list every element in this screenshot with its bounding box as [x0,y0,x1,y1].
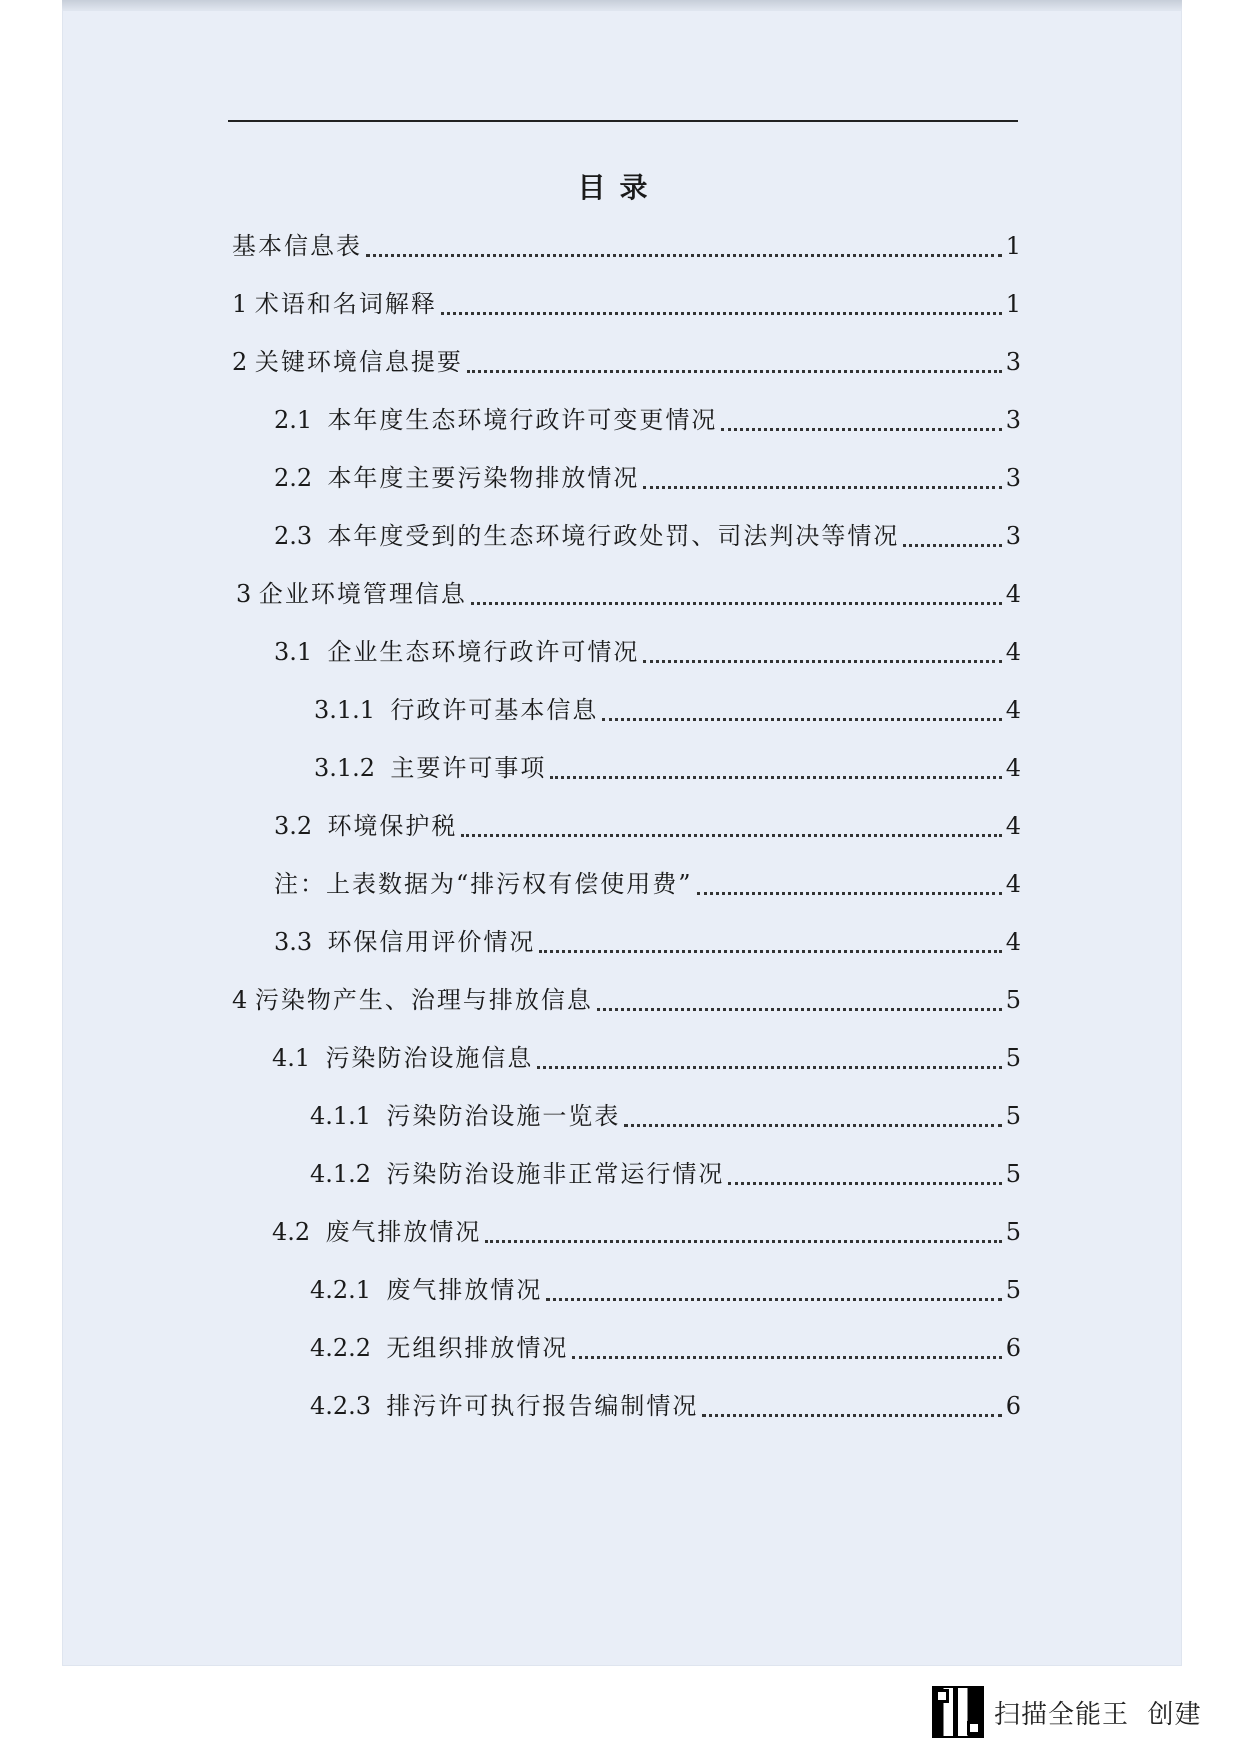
toc-leader-dots [461,834,1001,837]
toc-entry-text: 本年度主要污染物排放情况 [327,464,640,492]
toc-entry-number: 2.2 [274,464,328,492]
toc-entry-page: 5 [1005,986,1021,1014]
toc-entry-page: 4 [1005,580,1021,608]
toc-entry[interactable] [274,458,1021,498]
toc-entry-page: 4 [1005,696,1021,724]
toc-leader-dots [702,1414,1001,1417]
toc-entry-text: 行政许可基本信息 [390,696,599,724]
toc-entry-number: 4.2.3 [310,1392,387,1420]
toc-entry[interactable] [274,516,1021,556]
toc-entry-page: 6 [1005,1334,1021,1362]
toc-entry-text: 环保信用评价情况 [327,928,536,956]
toc-entry-page: 4 [1005,870,1021,898]
toc-entry-text: 本年度生态环境行政许可变更情况 [327,406,718,434]
toc-entry-page: 3 [1005,522,1021,550]
toc-entry-text: 污染防治设施一览表 [386,1102,621,1130]
toc-entry-number: 4.2.2 [310,1334,387,1362]
toc-entry-text: 环境保护税 [327,812,458,840]
toc-entry-number: 4.1 [272,1044,326,1072]
toc-entry-text: 基本信息表 [232,232,362,260]
toc-entry-text: 主要许可事项 [390,754,547,782]
toc-entry-number: 1 [232,290,255,318]
toc-entry[interactable] [310,1154,1021,1194]
toc-leader-dots [467,370,1002,373]
toc-entry-page: 4 [1005,754,1021,782]
toc-entry-page: 4 [1005,928,1021,956]
toc-entry-text: 废气排放情况 [325,1218,482,1246]
toc-entry-number: 2 [232,348,255,376]
toc-entry-page: 4 [1005,812,1021,840]
qr-code-icon [932,1686,984,1738]
toc-entry[interactable] [274,632,1021,672]
toc-entry-page: 6 [1005,1392,1021,1420]
header-rule [228,120,1018,122]
toc-entry-text: 无组织排放情况 [386,1334,569,1362]
toc-entry-text: 关键环境信息提要 [254,348,463,376]
toc-entry-number: 3.2 [274,812,328,840]
toc-leader-dots [572,1356,1001,1359]
toc-entry[interactable] [232,980,1021,1020]
toc-entry-number: 4.2 [272,1218,326,1246]
toc-entry[interactable] [232,342,1021,382]
toc-leader-dots [471,602,1002,605]
toc-leader-dots [697,892,1002,895]
toc-entry-page: 3 [1005,406,1021,434]
toc-leader-dots [643,660,1001,663]
toc-leader-dots [366,254,1002,257]
toc-entry-number: 3.1.2 [314,754,391,782]
toc-leader-dots [546,1298,1001,1301]
toc-leader-dots [597,1008,1002,1011]
toc-entry-page: 5 [1005,1102,1021,1130]
toc-entry-text: 排污许可执行报告编制情况 [386,1392,699,1420]
toc-leader-dots [539,950,1001,953]
toc-entry-number: 4.1.2 [310,1160,387,1188]
toc-entry[interactable] [310,1096,1021,1136]
toc-entry-page: 3 [1005,348,1021,376]
toc-entry-text: 污染防治设施非正常运行情况 [386,1160,725,1188]
toc-leader-dots [624,1124,1001,1127]
toc-leader-dots [643,486,1001,489]
toc-entry[interactable] [274,922,1021,962]
toc-entry[interactable] [274,400,1021,440]
toc-entry-text: 废气排放情况 [386,1276,543,1304]
toc-entry[interactable] [310,1270,1021,1310]
toc-entry-page: 5 [1005,1276,1021,1304]
toc-entry-number: 3 [236,580,259,608]
toc-entry[interactable] [314,748,1021,788]
toc-entry-text: 企业生态环境行政许可情况 [327,638,640,666]
toc-entry-text: 企业环境管理信息 [258,580,467,608]
toc-entry-page: 3 [1005,464,1021,492]
watermark-text: 扫描全能王 创建 [994,1699,1202,1730]
toc-entry-page: 5 [1005,1218,1021,1246]
toc-entry-page: 5 [1005,1160,1021,1188]
toc-entry[interactable] [236,574,1021,614]
toc-entry-number: 3.1.1 [314,696,391,724]
toc-entry-text: 污染物产生、治理与排放信息 [254,986,593,1014]
toc-entry-number: 2.1 [274,406,328,434]
toc-leader-dots [728,1182,1001,1185]
toc-entry-number: 3.1 [274,638,328,666]
toc-entry-text: 本年度受到的生态环境行政处罚、司法判决等情况 [327,522,900,550]
toc-entry-number: 2.3 [274,522,328,550]
toc-leader-dots [537,1066,1001,1069]
toc-entry-number: 4.1.1 [310,1102,387,1130]
toc-entry[interactable] [310,1328,1021,1368]
toc-entry[interactable] [274,806,1021,846]
toc-entry[interactable] [272,1038,1021,1078]
toc-entry-page: 1 [1005,232,1021,260]
toc-entry[interactable] [232,284,1021,324]
toc-entry-page: 5 [1005,1044,1021,1072]
toc-entry-number: 3.3 [274,928,328,956]
toc-title: 目录 [577,171,662,204]
toc-entry-page: 4 [1005,638,1021,666]
toc-entry-text: 污染防治设施信息 [325,1044,534,1072]
toc-leader-dots [903,544,1001,547]
toc-entry-number: 4 [232,986,255,1014]
toc-entry[interactable] [310,1386,1021,1426]
toc-leader-dots [441,312,1002,315]
toc-entry[interactable] [232,226,1021,266]
toc-leader-dots [602,718,1001,721]
scanner-watermark [932,1684,1202,1740]
toc-entry-text: 注：上表数据为“排污权有偿使用费” [274,870,693,898]
toc-entry[interactable] [314,690,1021,730]
toc-leader-dots [485,1240,1001,1243]
toc-entry-page: 1 [1005,290,1021,318]
toc-entry-number: 4.2.1 [310,1276,387,1304]
toc-entry-text: 术语和名词解释 [254,290,437,318]
toc-entry[interactable] [272,1212,1021,1252]
toc-entry[interactable] [274,864,1021,904]
toc-leader-dots [550,776,1001,779]
toc-leader-dots [721,428,1001,431]
